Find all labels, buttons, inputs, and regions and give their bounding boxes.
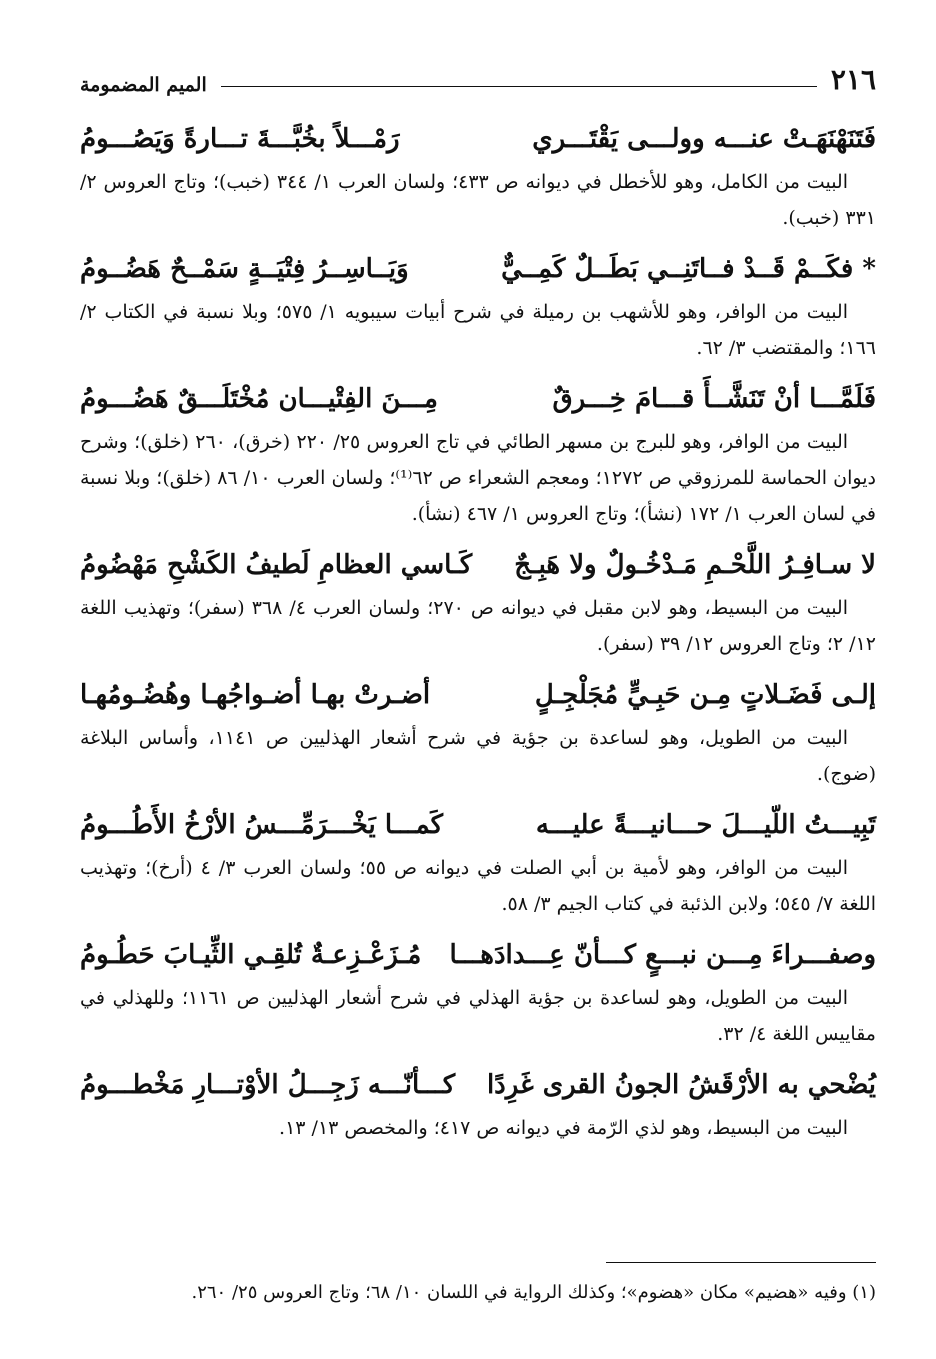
- verse-line: [80, 672, 876, 718]
- footnote-rule: [606, 1262, 876, 1263]
- verse-entry: [80, 246, 876, 366]
- verse-commentary: البيت من الكامل، وهو للأخطل في ديوانه ص ٤٣٣؛ ولسان العرب ١/ ٣٤٤ (خبب)؛ وتاج العروس ٢/ ٣٣١ (خبب).: [80, 171, 876, 229]
- verse-commentary: البيت من البسيط، وهو لابن مقبل في ديوانه ص ٢٧٠؛ ولسان العرب ٤/ ٣٦٨ (سفر)؛ وتهذيب اللغة ١٢/ ٢؛ وتاج العروس ١٢/ ٣٩ (سفر).: [80, 597, 876, 655]
- verse-commentary: البيت من الوافر، وهو للبرج بن مسهر الطائي في تاج العروس ٢٥/ ٢٢٠ (خرق)، ٢٦٠ (خلق)؛ وشرح ديوان الحماسة للمرزوقي ص ١٢٧٢؛ ومعجم الشعراء ص ٦٢⁽¹⁾؛ ولسان العرب ١٠/ ٨٦ (خلق)؛ وبلا نسبة في لسان العرب ١/ ١٧٢ (نشأ)؛ وتاج العروس ١/ ٤٦٧ (نشأ).: [80, 431, 876, 525]
- second-hemistich: وَيَــاسِــرُ فِتْيَــةٍ سَمْــحٌ هَضُــومُ: [80, 254, 409, 284]
- header-rule: [221, 86, 817, 87]
- verse-entries: [80, 116, 876, 1146]
- second-hemistich: كـــأنّـــه زَجِـــلُ الأوْتـــارِ مَخْطـــومُ: [80, 1070, 456, 1100]
- second-hemistich: كَمـــا يَخْـــرَمِّـــسُ الأرْخُ الأَطُـــومُ: [80, 810, 443, 840]
- first-hemistich: * فكَــمْ قَــدْ فــاتَنِــي بَطَــلٌ كَمِــيٌّ: [501, 254, 876, 284]
- verse-line: [80, 376, 876, 422]
- verse-line: [80, 802, 876, 848]
- verse-line: [80, 116, 876, 162]
- verse-line: [80, 246, 876, 292]
- verse-entry: [80, 932, 876, 1052]
- footnote: (١) وفيه «هضيم» مكان «هضوم»؛ وكذلك الرواية في اللسان ١٠/ ٦٨؛ وتاج العروس ٢٥/ ٢٦٠.: [191, 1282, 876, 1303]
- second-hemistich: أضـرتْ بهـا أضـواجُهـا وهُضُـومُهـا: [80, 680, 431, 710]
- first-hemistich: يُضْحي به الأرْقَشُ الجونُ القرى غَرِدًا: [486, 1070, 876, 1100]
- first-hemistich: تَبِيـــتُ اللّيـــلَ حـــانيـــةً عليـــه: [535, 810, 876, 840]
- verse-commentary: البيت من الوافر، وهو للأشهب بن رميلة في شرح أبيات سيبويه ١/ ٥٧٥؛ وبلا نسبة في الكتاب ٢/ ١٦٦؛ والمقتضب ٣/ ٦٢.: [80, 301, 876, 359]
- first-hemistich: إلـى فَضَـلاتٍ مِـن حَبِـيٍّ مُجَلْجِـلٍ: [534, 680, 876, 710]
- verse-commentary: البيت من الوافر، وهو لأمية بن أبي الصلت في ديوانه ص ٥٥؛ ولسان العرب ٣/ ٤ (أرخ)؛ وتهذيب اللغة ٧/ ٥٤٥؛ ولابن الذئبة في كتاب الجيم ٣/ ٥٨.: [80, 857, 876, 915]
- verse-entry: [80, 376, 876, 532]
- first-hemistich: فَتَنَهْنَهَـتْ عنـــه وولـــى يَقْتَـــري: [532, 124, 876, 154]
- page-header: [80, 58, 876, 96]
- verse-commentary: البيت من البسيط، وهو لذي الرّمة في ديوانه ص ٤١٧؛ والمخصص ١٣/ ١٣.: [279, 1117, 848, 1139]
- verse-entry: [80, 116, 876, 236]
- second-hemistich: مِـــنَ الفِتْيـــان مُخْتَلَـــقٌ هَضُـــومُ: [80, 384, 438, 414]
- verse-commentary: البيت من الطويل، وهو لساعدة بن جؤية في شرح أشعار الهذليين ص ١١٤١، وأساس البلاغة (ضوج).: [80, 727, 876, 785]
- first-hemistich: فَلَمَّـــا أنْ تَنَشَّــأَ قـــامَ خِـــرقٌ: [552, 384, 876, 414]
- verse-entry: [80, 1062, 876, 1146]
- verse-line: [80, 542, 876, 588]
- verse-entry: [80, 542, 876, 662]
- second-hemistich: مُـزَعْـزِعـةٌ تُلقِـي الثِّيـابَ حَطُـومُ: [80, 940, 422, 970]
- verse-line: [80, 932, 876, 978]
- page-number: ٢١٦: [830, 63, 876, 96]
- second-hemistich: كَـاسي العظامِ لَطيفُ الكَشْحِ مَهْضُومُ: [80, 550, 473, 580]
- verse-line: [80, 1062, 876, 1108]
- first-hemistich: وصفـــراءَ مِـــن نبـــعٍ كـــأنّ عِـــدادَهـــا: [449, 940, 876, 970]
- verse-commentary: البيت من الطويل، وهو لساعدة بن جؤية الهذلي في شرح أشعار الهذليين ص ١١٦١؛ وللهذلي في مقاييس اللغة ٤/ ٣٢.: [80, 987, 876, 1045]
- verse-entry: [80, 672, 876, 792]
- first-hemistich: لا سـافِـرُ اللَّحْـمِ مَـدْخُـولٌ ولا هَبِـجٌ: [514, 550, 876, 580]
- verse-star: *: [853, 254, 876, 284]
- second-hemistich: رَمْـــلاً بخُبَّـــةَ تـــارةً وَيَصُـــومُ: [80, 124, 400, 154]
- verse-entry: [80, 802, 876, 922]
- section-title: الميم المضمومة: [80, 74, 207, 96]
